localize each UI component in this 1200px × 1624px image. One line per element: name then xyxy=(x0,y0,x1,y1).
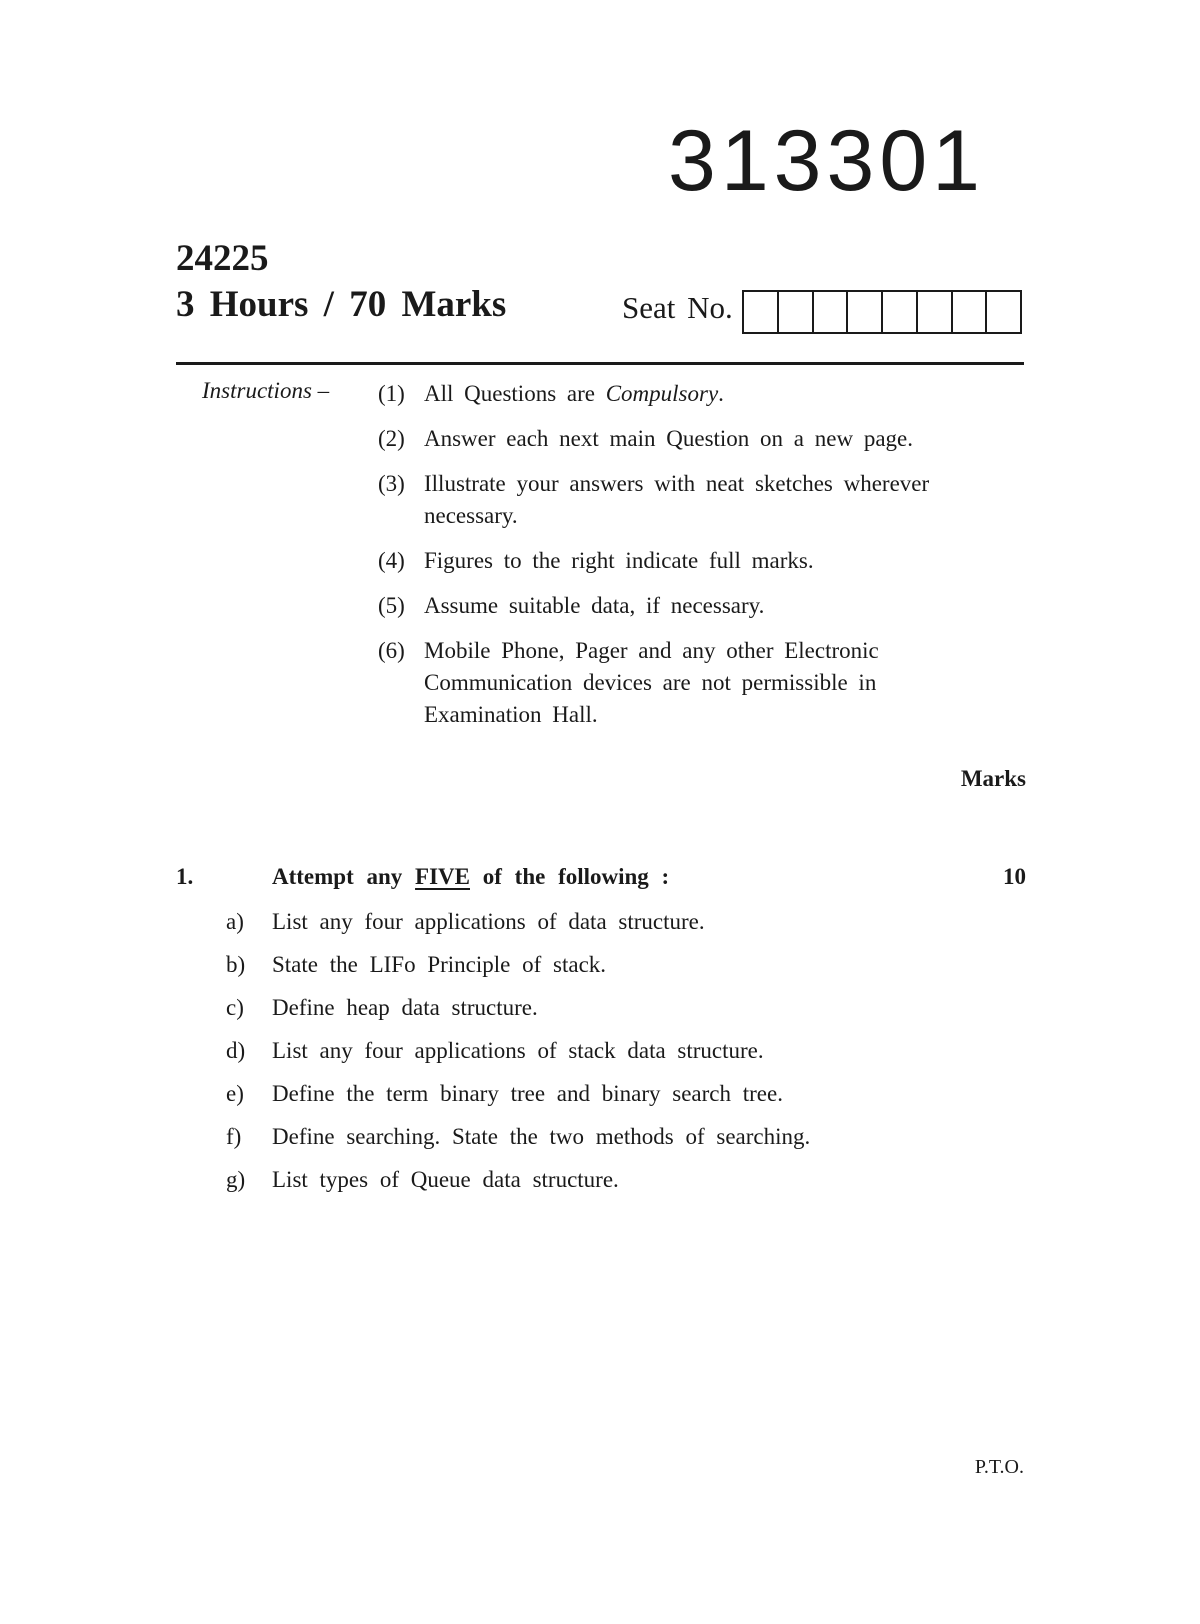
instruction-item xyxy=(378,378,998,410)
sub-question xyxy=(226,992,986,1035)
seat-number-label: Seat No. xyxy=(622,290,733,325)
instruction-text xyxy=(424,378,998,410)
seat-digit-box[interactable] xyxy=(951,292,986,332)
marks-column-header: Marks xyxy=(960,766,1026,791)
sub-question xyxy=(226,1164,986,1207)
sub-question-letter: d) xyxy=(226,1038,246,1063)
instruction-item xyxy=(378,423,998,455)
instruction-text: Mobile Phone, Pager and any other Electronic Communication devices are not permissible in Examination Hall. xyxy=(424,638,879,727)
sub-question-text: List types of Queue data structure. xyxy=(272,1167,619,1192)
seat-digit-box[interactable] xyxy=(916,292,951,332)
sub-question-text: Define searching. State the two methods of searching. xyxy=(272,1124,811,1149)
instruction-item xyxy=(378,635,998,731)
instruction-text: Assume suitable data, if necessary. xyxy=(424,593,765,618)
header-divider xyxy=(176,362,1024,365)
question-title-part: of the following : xyxy=(470,864,670,889)
sub-question-list xyxy=(226,906,986,1207)
sub-question-letter: c) xyxy=(226,995,244,1020)
instruction-text-part: All Questions are xyxy=(424,381,606,406)
question-number: 1. xyxy=(176,864,194,889)
seat-digit-box[interactable] xyxy=(744,292,777,332)
sub-question-letter: g) xyxy=(226,1167,246,1192)
sub-question xyxy=(226,949,986,992)
paper-code: 313301 xyxy=(668,113,985,209)
seat-digit-box[interactable] xyxy=(812,292,847,332)
instruction-text-part: . xyxy=(718,381,724,406)
seat-digit-box[interactable] xyxy=(777,292,812,332)
question-title-part: Attempt any xyxy=(272,864,416,889)
sub-question xyxy=(226,1078,986,1121)
seat-digit-box[interactable] xyxy=(985,292,1020,332)
duration-marks: 3 Hours / 70 Marks xyxy=(176,284,507,325)
sub-question-text: State the LIFo Principle of stack. xyxy=(272,952,607,977)
instructions-label: Instructions – xyxy=(202,378,330,403)
sub-question-letter: e) xyxy=(226,1081,244,1106)
instruction-number: (4) xyxy=(378,548,405,573)
instruction-text: Answer each next main Question on a new page. xyxy=(424,426,913,451)
sub-question-letter: a) xyxy=(226,909,244,934)
exam-code: 24225 xyxy=(176,238,269,279)
seat-digit-box[interactable] xyxy=(846,292,881,332)
seat-digit-box[interactable] xyxy=(881,292,916,332)
instruction-number: (2) xyxy=(378,426,405,451)
sub-question xyxy=(226,1121,986,1164)
sub-question-letter: f) xyxy=(226,1124,242,1149)
question-title xyxy=(272,864,669,890)
question-title-emphasis: FIVE xyxy=(415,864,470,889)
instruction-item xyxy=(378,590,998,622)
question-marks: 10 xyxy=(1003,864,1026,889)
instruction-number: (6) xyxy=(378,638,405,663)
sub-question xyxy=(226,1035,986,1078)
seat-number-boxes[interactable] xyxy=(742,290,1022,334)
instruction-item xyxy=(378,468,998,532)
sub-question-letter: b) xyxy=(226,952,246,977)
sub-question-text: List any four applications of data structure. xyxy=(272,909,705,934)
instruction-emphasis: Compulsory xyxy=(605,381,719,406)
sub-question-text: List any four applications of stack data structure. xyxy=(272,1038,764,1063)
sub-question xyxy=(226,906,986,949)
instruction-number: (3) xyxy=(378,471,405,496)
instruction-number: (5) xyxy=(378,593,405,618)
instruction-text: Illustrate your answers with neat sketches wherever necessary. xyxy=(424,471,930,528)
instruction-item xyxy=(378,545,998,577)
page-turn-notice: P.T.O. xyxy=(974,1456,1024,1478)
instruction-number: (1) xyxy=(378,381,405,406)
instructions-list xyxy=(378,378,998,744)
instruction-text: Figures to the right indicate full marks. xyxy=(424,548,814,573)
sub-question-text: Define heap data structure. xyxy=(272,995,538,1020)
sub-question-text: Define the term binary tree and binary search tree. xyxy=(272,1081,783,1106)
